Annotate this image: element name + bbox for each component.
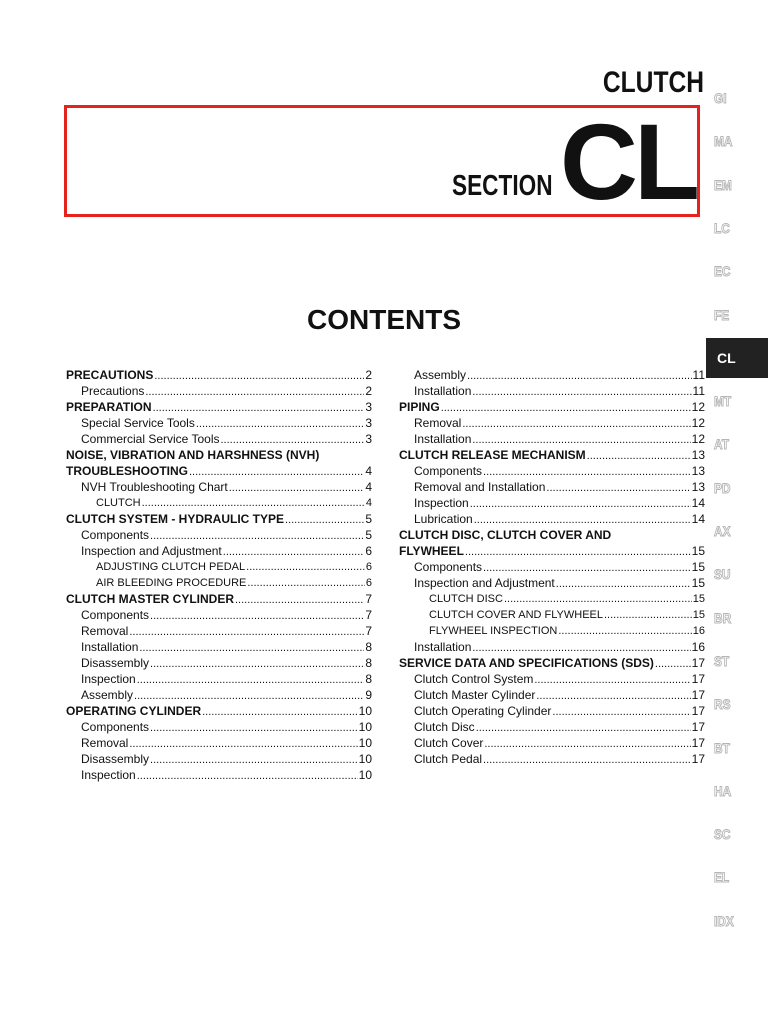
toc-entry-page: 17 [691,656,705,670]
dot-leader [137,767,358,783]
section-tab-sc[interactable]: SC [714,826,731,843]
toc-entry-page: 17 [691,736,705,750]
toc-entry[interactable] [66,767,372,783]
toc-entry-page: 13 [691,448,705,462]
dot-leader [472,431,690,447]
dot-leader [247,575,365,591]
toc-entry[interactable] [399,607,705,623]
toc-entry[interactable] [66,511,372,527]
toc-entry-title: Removal and Installation [414,480,546,494]
toc-entry[interactable] [66,687,372,703]
toc-entry-title: Clutch Pedal [414,752,483,766]
dot-leader [465,543,691,559]
section-tab-pd[interactable]: PD [714,479,731,496]
dot-leader [534,671,690,687]
toc-entry-page: 10 [358,704,372,718]
toc-entry-title: Removal [81,624,129,638]
toc-entry-title: Clutch Disc [414,720,475,734]
toc-entry-title: FLYWHEEL [399,544,464,558]
section-label: SECTION [452,170,553,202]
toc-entry-page: 12 [691,432,705,446]
toc-entry-page: 7 [365,592,372,606]
toc-entry-title: Disassembly [81,656,150,670]
toc-entry[interactable] [399,639,705,655]
toc-entry-title: Inspection [414,496,469,510]
dot-leader [235,591,364,607]
toc-entry[interactable] [66,623,372,639]
dot-leader [221,431,365,447]
toc-entry-title: Clutch Control System [414,672,534,686]
section-tab-idx[interactable]: IDX [714,912,734,929]
dot-leader [150,719,358,735]
toc-entry-title: PIPING [399,400,440,414]
toc-entry-page: 4 [365,464,372,478]
toc-entry-title: Removal [414,416,462,430]
toc-entry-title: Components [81,720,150,734]
dot-leader [504,591,692,607]
dot-leader [474,511,691,527]
section-tab-bt[interactable]: BT [714,739,730,756]
toc-entry[interactable] [399,447,705,463]
toc-entry[interactable] [66,671,372,687]
toc-entry-page: 3 [365,432,372,446]
toc-entry[interactable] [66,575,372,591]
toc-entry-page: 16 [692,625,705,637]
dot-leader [142,495,365,511]
section-tab-ax[interactable]: AX [714,523,731,539]
toc-entry-title: CLUTCH RELEASE MECHANISM [399,448,586,462]
toc-entry[interactable] [66,399,372,415]
toc-entry-page: 8 [365,672,372,686]
toc-entry-title: Disassembly [81,752,150,766]
dot-leader [150,527,364,543]
toc-entry-title: Commercial Service Tools [81,432,220,446]
toc-entry-page: 15 [691,576,705,590]
toc-entry-page: 4 [365,497,372,509]
toc-entry-title: NVH Troubleshooting Chart [81,480,228,494]
toc-entry-page: 5 [365,512,372,526]
toc-entry-page: 17 [691,752,705,766]
dot-leader [472,383,691,399]
dot-leader [134,687,364,703]
dot-leader [202,703,358,719]
dot-leader [246,559,365,575]
toc-entry[interactable] [66,703,372,719]
toc-entry-title: Installation [414,384,472,398]
toc-entry-page: 17 [691,720,705,734]
section-tab-br[interactable]: BR [714,609,732,626]
toc-entry[interactable] [399,671,705,687]
dot-leader [470,495,691,511]
toc-entry[interactable] [399,527,705,543]
toc-entry-title: Special Service Tools [81,416,195,430]
toc-right-column [399,367,705,767]
toc-entry-title: Components [414,560,483,574]
dot-leader [196,415,364,431]
toc-entry[interactable] [399,431,705,447]
toc-entry-page: 12 [691,416,705,430]
dot-leader [462,415,690,431]
toc-entry-page: 10 [358,720,372,734]
toc-entry-title: NOISE, VIBRATION AND HARSHNESS (NVH) [66,448,320,462]
toc-entry[interactable] [66,559,372,575]
toc-entry[interactable] [66,447,372,463]
dot-leader [154,367,364,383]
section-tab-at[interactable]: AT [714,436,729,453]
toc-entry[interactable] [399,511,705,527]
dot-leader [483,559,691,575]
toc-entry-page: 7 [365,608,372,622]
toc-entry-page: 3 [365,416,372,430]
toc-entry-page: 8 [365,656,372,670]
dot-leader [145,383,364,399]
contents-heading: CONTENTS [307,304,461,335]
toc-entry[interactable] [66,543,372,559]
toc-entry-title: FLYWHEEL INSPECTION [429,625,558,637]
dot-leader [556,575,691,591]
toc-entry[interactable] [399,495,705,511]
dot-leader [558,623,691,639]
toc-entry-title: Assembly [414,368,467,382]
toc-entry-page: 13 [691,464,705,478]
toc-entry-page: 10 [358,736,372,750]
toc-entry-title: TROUBLESHOOTING [66,464,188,478]
section-tab-su[interactable]: SU [714,566,731,583]
dot-leader [546,479,690,495]
toc-entry-page: 5 [365,528,372,542]
toc-entry-page: 11 [692,384,705,398]
toc-entry-page: 2 [365,384,372,398]
section-code: CL [560,101,696,222]
section-tab-ma[interactable]: MA [714,133,733,150]
toc-entry-page: 14 [691,496,705,510]
toc-entry-title: Components [81,608,150,622]
toc-entry-page: 15 [691,544,705,558]
dot-leader [476,719,691,735]
toc-entry[interactable] [399,735,705,751]
toc-entry[interactable] [399,543,705,559]
toc-entry[interactable] [399,383,705,399]
toc-entry[interactable] [399,655,705,671]
toc-entry-title: PRECAUTIONS [66,368,154,382]
section-tab-mt[interactable]: MT [714,393,732,410]
toc-entry-title: Lubrication [414,512,473,526]
toc-entry[interactable] [399,719,705,735]
toc-entry-title: Clutch Cover [414,736,484,750]
toc-left-column [66,367,372,783]
toc-entry[interactable] [66,415,372,431]
dot-leader [137,671,365,687]
toc-entry[interactable] [66,655,372,671]
toc-entry-title: Clutch Master Cylinder [414,688,536,702]
toc-entry[interactable] [399,367,705,383]
toc-entry-title: CLUTCH DISC, CLUTCH COVER AND [399,528,612,542]
dot-leader [483,751,691,767]
dot-leader [129,735,357,751]
section-tab-st[interactable]: ST [714,652,730,669]
toc-entry[interactable] [399,463,705,479]
dot-leader [150,607,364,623]
toc-entry-title: AIR BLEEDING PROCEDURE [96,577,247,589]
toc-entry[interactable] [66,639,372,655]
section-tab-gi[interactable]: GI [714,90,727,106]
dot-leader [467,367,692,383]
toc-entry[interactable] [66,495,372,511]
toc-entry-page: 13 [691,480,705,494]
toc-entry[interactable] [66,479,372,495]
dot-leader [129,623,364,639]
section-tab-fe[interactable]: FE [714,306,730,323]
toc-entry-page: 3 [365,400,372,414]
toc-entry-title: ADJUSTING CLUTCH PEDAL [96,561,246,573]
dot-leader [587,447,691,463]
toc-entry[interactable] [399,751,705,767]
toc-entry[interactable] [399,479,705,495]
toc-entry-title: OPERATING CYLINDER [66,704,202,718]
toc-entry-page: 4 [365,480,372,494]
toc-entry-page: 14 [691,512,705,526]
dot-leader [229,479,365,495]
dot-leader [285,511,364,527]
toc-entry[interactable] [66,719,372,735]
toc-entry-title: PREPARATION [66,400,152,414]
toc-entry-page: 6 [365,544,372,558]
toc-entry-page: 15 [691,560,705,574]
toc-entry[interactable] [399,575,705,591]
toc-entry-page: 6 [365,561,372,573]
toc-entry-title: Inspection and Adjustment [414,576,555,590]
dot-leader [150,751,358,767]
toc-entry-page: 17 [691,688,705,702]
toc-entry-page: 17 [691,704,705,718]
toc-entry-page: 2 [365,368,372,382]
toc-entry-title: Components [81,528,150,542]
toc-entry[interactable] [399,703,705,719]
toc-entry[interactable] [399,559,705,575]
toc-entry-title: Installation [81,640,139,654]
dot-leader [604,607,692,623]
toc-entry[interactable] [66,735,372,751]
toc-entry-page: 8 [365,640,372,654]
toc-entry-page: 11 [692,368,705,382]
dot-leader [472,639,690,655]
toc-entry-title: CLUTCH DISC [429,593,503,605]
toc-entry-title: CLUTCH COVER AND FLYWHEEL [429,609,603,621]
dot-leader [223,543,365,559]
toc-entry-title: Removal [81,736,129,750]
dot-leader [655,655,691,671]
dot-leader [150,655,364,671]
toc-entry[interactable] [399,623,705,639]
toc-entry-title: SERVICE DATA AND SPECIFICATIONS (SDS) [399,656,654,670]
toc-entry[interactable] [399,415,705,431]
toc-entry[interactable] [66,431,372,447]
toc-entry-title: Inspection [81,768,136,782]
toc-entry-title: Clutch Operating Cylinder [414,704,552,718]
toc-entry-title: Inspection [81,672,136,686]
toc-entry-title: Precautions [81,384,145,398]
toc-entry-title: Installation [414,640,472,654]
toc-entry-page: 6 [365,577,372,589]
toc-entry-title: CLUTCH SYSTEM - HYDRAULIC TYPE [66,512,285,526]
toc-entry-page: 12 [691,400,705,414]
section-tab-ha[interactable]: HA [714,782,732,799]
toc-entry-page: 15 [692,593,705,605]
toc-entry[interactable] [399,399,705,415]
toc-entry[interactable] [399,591,705,607]
toc-entry-page: 17 [691,672,705,686]
toc-entry-page: 10 [358,768,372,782]
toc-entry[interactable] [66,463,372,479]
chapter-title: CLUTCH [602,66,704,99]
dot-leader [483,463,691,479]
dot-leader [189,463,364,479]
toc-entry[interactable] [66,607,372,623]
section-tab-ec[interactable]: EC [714,263,731,280]
section-tab-cl[interactable]: CL [706,338,768,378]
dot-leader [552,703,690,719]
dot-leader [153,399,365,415]
toc-entry-title: CLUTCH [96,497,141,509]
section-tab-rs[interactable]: RS [714,696,731,713]
section-tab-el[interactable]: EL [714,869,730,886]
section-tab-lc[interactable]: LC [714,219,730,236]
toc-entry-title: Inspection and Adjustment [81,544,222,558]
toc-entry-title: Installation [414,432,472,446]
toc-entry[interactable] [66,751,372,767]
toc-entry-page: 16 [691,640,705,654]
toc-entry[interactable] [66,591,372,607]
toc-entry-page: 7 [365,624,372,638]
toc-entry-title: CLUTCH MASTER CYLINDER [66,592,234,606]
dot-leader [484,735,690,751]
toc-entry[interactable] [66,367,372,383]
toc-entry[interactable] [399,687,705,703]
dot-leader [536,687,690,703]
toc-entry-page: 10 [358,752,372,766]
dot-leader [139,639,364,655]
toc-entry-title: Assembly [81,688,134,702]
dot-leader [441,399,691,415]
section-tab-em[interactable]: EM [714,176,732,193]
toc-entry[interactable] [66,383,372,399]
toc-entry-page: 15 [692,609,705,621]
toc-entry-title: Components [414,464,483,478]
toc-entry[interactable] [66,527,372,543]
toc-entry-page: 9 [365,688,372,702]
